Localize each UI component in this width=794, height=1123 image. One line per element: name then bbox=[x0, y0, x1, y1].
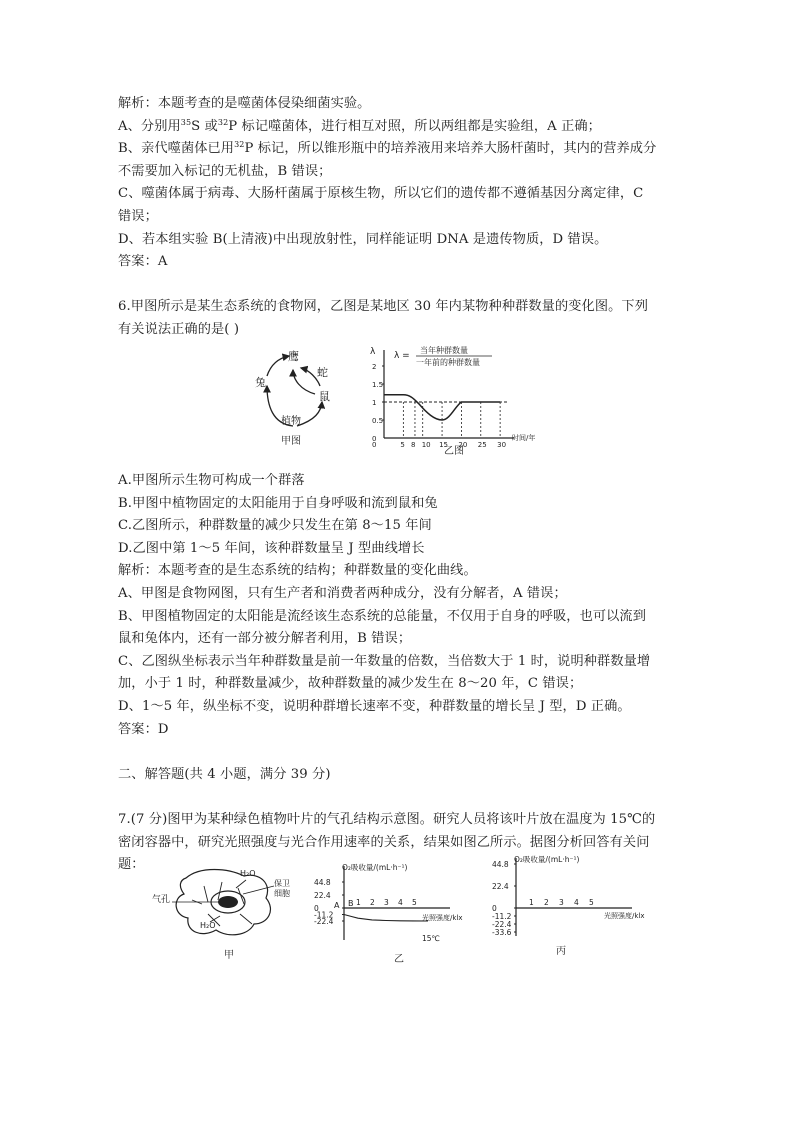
x-tick-label: 30 bbox=[497, 441, 507, 449]
y-tick-label: 22.4 bbox=[492, 882, 509, 891]
y-tick-label: 0 bbox=[492, 904, 497, 913]
rabbit-label: 兔 bbox=[255, 376, 266, 389]
question-stem: 7.(7 分)图甲为某种绿色植物叶片的气孔结构示意图。研究人员将该叶片放在温度为 15℃的 bbox=[118, 811, 656, 827]
x-axis-unit: 时间/年 bbox=[512, 434, 536, 442]
h2o-bottom-label: H₂O bbox=[200, 921, 216, 930]
temperature-label: 15℃ bbox=[422, 934, 440, 943]
analysis-line: 解析：本题考查的是噬菌体侵染细菌实验。 bbox=[118, 96, 371, 111]
figure-caption: 乙 bbox=[394, 954, 404, 965]
point-a-label: A bbox=[334, 901, 340, 910]
formula-lhs: λ = bbox=[394, 351, 410, 361]
x-tick-label: 3 bbox=[384, 898, 389, 907]
x-tick-label: 3 bbox=[559, 898, 564, 907]
option-a: A.甲图所示生物可构成一个群落 bbox=[118, 473, 305, 488]
x-tick-label: 1 bbox=[529, 898, 534, 907]
y-tick-label: 2 bbox=[372, 363, 377, 371]
guard-cell-label-2: 细胞 bbox=[274, 889, 290, 898]
h2o-top-label: H₂O bbox=[240, 869, 256, 878]
figure-caption: 甲图 bbox=[281, 436, 301, 447]
document-page bbox=[118, 93, 683, 342]
option-d: D.乙图中第 1～5 年间，该种群数量呈 J 型曲线增长 bbox=[118, 540, 425, 556]
x-tick-label: 2 bbox=[544, 898, 549, 907]
y-tick-label: 1 bbox=[372, 399, 377, 407]
analysis-line: A、甲图是食物网图，只有生产者和消费者两种成分，没有分解者，A 错误； bbox=[118, 585, 567, 601]
y-tick-label: 44.8 bbox=[314, 878, 331, 887]
formula-denominator: 一年前的种群数量 bbox=[416, 358, 480, 367]
x-tick-label: 10 bbox=[421, 441, 431, 449]
answer-line: 答案：A bbox=[118, 254, 168, 270]
section-heading: 二、解答题(共 4 小题，满分 39 分) bbox=[118, 766, 331, 782]
analysis-line: B、亲代噬菌体已用$^{32}$P 标记，所以锥形瓶中的培养液用来培养大肠杆菌时，其内的营养成分 bbox=[118, 140, 657, 157]
y-tick-label: -11.2 bbox=[314, 910, 334, 920]
analysis-line: A、分别用$^{35}$S 或$^{32}$P 标记噬菌体，进行相互对照，所以两组都是实验组，A 正确； bbox=[118, 117, 601, 134]
figure-caption: 甲 bbox=[224, 950, 234, 961]
y-tick-label: 0 bbox=[372, 435, 377, 443]
x-tick-label: 4 bbox=[398, 898, 403, 907]
analysis-line: D、若本组实验 B(上清液)中出现放射性，同样能证明 DNA 是遗传物质，D 错误。 bbox=[118, 231, 608, 247]
question-stem: 有关说法正确的是( ) bbox=[118, 321, 240, 337]
stoma-figure bbox=[148, 858, 308, 963]
x-axis-label: 光照强度/klx bbox=[604, 912, 645, 920]
x-tick-label: 8 bbox=[410, 441, 416, 449]
lambda-chart-figure bbox=[364, 342, 544, 460]
o2-uptake-line bbox=[344, 915, 428, 922]
x-tick-label: 25 bbox=[477, 441, 487, 449]
x-tick-label: 2 bbox=[370, 898, 375, 907]
stoma-label: 气孔 bbox=[152, 895, 171, 905]
y-axis-label: O₂吸收量/(mL·h⁻¹) bbox=[342, 863, 408, 872]
x-tick-label: 1 bbox=[356, 898, 361, 907]
analysis-line: D、1～5 年，纵坐标不变，说明种群增长速率不变，种群数量的增长呈 J 型，D 正确。 bbox=[118, 698, 631, 714]
question-stem: 密闭容器中，研究光照强度与光合作用速率的关系，结果如图乙所示。据图分析回答有关问 bbox=[118, 834, 650, 850]
x-axis-label: 光照强度/klx bbox=[422, 914, 463, 922]
analysis-line: 解析：本题考查的是生态系统的结构；种群数量的变化曲线。 bbox=[118, 563, 477, 579]
y-tick-label: -11.2 bbox=[492, 912, 512, 921]
blank-chart-figure bbox=[494, 850, 660, 960]
figure-caption: 丙 bbox=[556, 946, 566, 957]
analysis-line: C、噬菌体属于病毒、大肠杆菌属于原核生物，所以它们的遗传都不遵循基因分离定律，C bbox=[118, 186, 644, 202]
guard-cell-label-1: 保卫 bbox=[274, 879, 290, 888]
x-tick-label: 15 bbox=[439, 441, 448, 449]
y-tick-label: 0.5 bbox=[372, 417, 384, 425]
y-axis-symbol: λ bbox=[370, 347, 376, 357]
mouse-label: 鼠 bbox=[319, 390, 330, 403]
question-stem: 题： bbox=[118, 857, 145, 873]
hawk-label: 鹰 bbox=[288, 350, 299, 363]
x-tick-label: 20 bbox=[458, 441, 468, 449]
food-web-figure bbox=[245, 340, 340, 450]
analysis-line: 加，小于 1 时，种群数量减少，故种群数量的减少发生在 8～20 年，C 错误； bbox=[118, 676, 583, 692]
option-b: B.甲图中植物固定的太阳能用于自身呼吸和流到鼠和兔 bbox=[118, 495, 438, 511]
point-b-label: B bbox=[348, 899, 354, 908]
analysis-line: 鼠和兔体内，还有一部分被分解者利用，B 错误； bbox=[118, 631, 412, 647]
y-tick-label: 0 bbox=[314, 904, 319, 913]
photosynthesis-chart-figure bbox=[312, 858, 484, 968]
x-tick-label: 5 bbox=[412, 898, 417, 907]
x-tick-label: 4 bbox=[574, 898, 579, 907]
document-page-2 bbox=[118, 470, 683, 877]
formula-numerator: 当年种群数量 bbox=[420, 346, 468, 355]
snake-label: 蛇 bbox=[317, 366, 328, 379]
option-c: C.乙图所示，种群数量的减少只发生在第 8～15 年间 bbox=[118, 518, 432, 534]
analysis-line: B、甲图植物固定的太阳能是流经该生态系统的总能量，不仅用于自身的呼吸，也可以流到 bbox=[118, 608, 646, 624]
analysis-line: 不需要加入标记的无机盐，B 错误； bbox=[118, 163, 332, 179]
analysis-line: C、乙图纵坐标表示当年种群数量是前一年数量的倍数，当倍数大于 1 时，说明种群数量增 bbox=[118, 653, 651, 669]
plant-label: 植物 bbox=[281, 416, 301, 427]
analysis-line: 错误； bbox=[118, 208, 158, 224]
y-tick-label: 44.8 bbox=[492, 860, 509, 869]
y-tick-label: -22.4 bbox=[492, 920, 512, 929]
y-tick-label: -33.6 bbox=[492, 928, 512, 937]
y-axis-label: O₂吸收量/(mL·h⁻¹) bbox=[514, 855, 580, 864]
origin-label: 0 bbox=[372, 441, 377, 449]
y-tick-label: 22.4 bbox=[314, 891, 331, 900]
x-tick-label: 5 bbox=[589, 898, 594, 907]
question-stem: 6.甲图所示是某生态系统的食物网，乙图是某地区 30 年内某物种种群数量的变化图。下列 bbox=[118, 299, 648, 315]
x-tick-label: 5 bbox=[400, 441, 405, 449]
y-tick-label: -22.4 bbox=[314, 917, 334, 926]
y-tick-label: 1.5 bbox=[372, 381, 384, 389]
answer-line: 答案：D bbox=[118, 721, 169, 737]
figure-caption: 乙图 bbox=[444, 446, 464, 457]
